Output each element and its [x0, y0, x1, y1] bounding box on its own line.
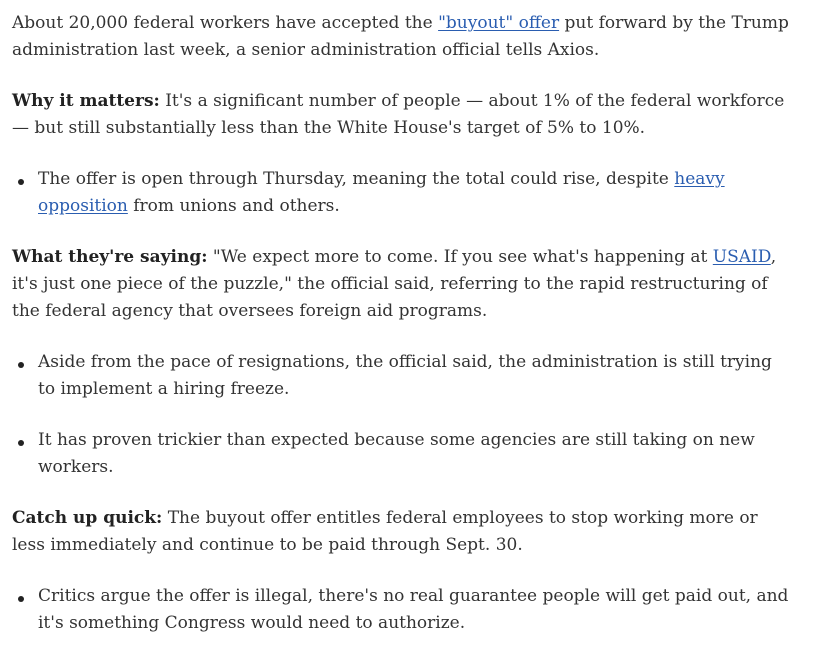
paragraph-catch-up-quick	[12, 505, 792, 559]
bullet-text: Critics argue the offer is illegal, there's no real guarantee people will get paid out, and it's something Congress would need to authorize.	[38, 586, 789, 633]
quote-text-after: , it's just one piece of the puzzle," the official said, referring to the rapid restructuring of the federal agency that oversees foreign aid programs.	[12, 247, 777, 321]
bullet-text: It has proven trickier than expected because some agencies are still taking on new workers.	[38, 430, 755, 477]
bullet-list-hiring	[12, 349, 792, 403]
why-it-matters-label: Why it matters:	[12, 91, 160, 111]
bullet-icon	[18, 596, 24, 602]
intro-text-after: put forward by the Trump administration last week, a senior administration official tells Axios.	[12, 13, 789, 60]
list-item	[12, 349, 792, 403]
catch-up-quick-label: Catch up quick:	[12, 508, 163, 528]
bullet-text-after: from unions and others.	[127, 196, 340, 216]
why-it-matters-text: It's a significant number of people — about 1% of the federal workforce — but still substantially less than the White House's target of 5% to 10%.	[12, 91, 785, 138]
catch-up-quick-text: The buyout offer entitles federal employees to stop working more or less immediately and continue to be paid through Sept. 30.	[12, 508, 758, 555]
bullet-list-agencies	[12, 427, 792, 481]
bullet-list-critics	[12, 583, 792, 637]
usaid-link[interactable]: USAID	[712, 247, 771, 267]
bullet-icon	[18, 179, 24, 185]
bullet-icon	[18, 362, 24, 368]
list-item	[12, 427, 792, 481]
paragraph-what-theyre-saying	[12, 244, 792, 325]
buyout-offer-link[interactable]: "buyout" offer	[438, 13, 560, 33]
list-item	[12, 166, 792, 220]
article-body	[12, 10, 792, 661]
intro-text-before: About 20,000 federal workers have accepted the	[12, 13, 439, 33]
heavy-opposition-link[interactable]: heavy opposition	[38, 169, 725, 216]
list-item	[12, 583, 792, 637]
paragraph-intro	[12, 10, 792, 64]
bullet-icon	[18, 440, 24, 446]
quote-text-before: "We expect more to come. If you see what's happening at	[207, 247, 713, 267]
bullet-text-before: The offer is open through Thursday, meaning the total could rise, despite	[38, 169, 675, 189]
bullet-text: Aside from the pace of resignations, the official said, the administration is still trying to implement a hiring freeze.	[38, 352, 772, 399]
paragraph-why-it-matters	[12, 88, 792, 142]
what-theyre-saying-label: What they're saying:	[12, 247, 208, 267]
bullet-list-offer	[12, 166, 792, 220]
